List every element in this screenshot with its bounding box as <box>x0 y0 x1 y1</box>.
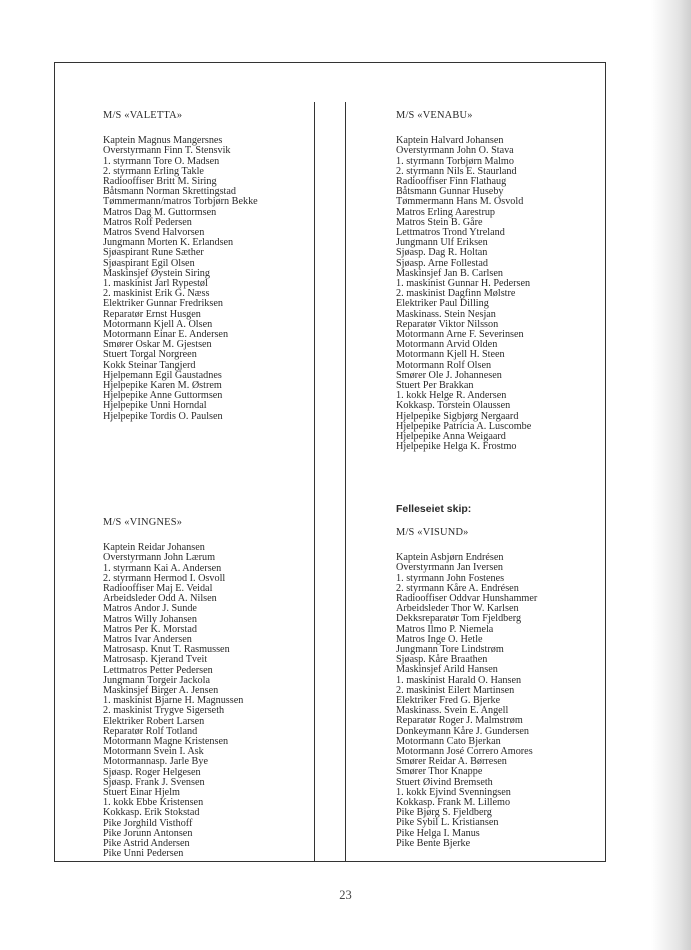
ship-section-valetta <box>103 111 258 422</box>
ship-title: M/S «VALETTA» <box>103 110 183 121</box>
crew-member: Smører Thor Knappe <box>396 766 483 778</box>
crew-list <box>396 136 531 452</box>
crew-member: Pike Helga I. Manus <box>396 827 480 839</box>
crew-member: Matrosasp. Kjerand Tveit <box>103 654 208 666</box>
crew-member: Reparatør Ernst Husgen <box>103 308 201 320</box>
crew-member: Maskinsjef Birger A. Jensen <box>103 685 219 697</box>
crew-member: 2. styrmann Erling Takle <box>103 165 204 177</box>
crew-member: 1. maskinist Harald O. Hansen <box>396 674 522 686</box>
crew-member: Jungmann Morten K. Erlandsen <box>103 237 234 249</box>
crew-member: 2. maskinist Erik G. Næss <box>103 288 210 300</box>
crew-member: Motormann Kjell A. Olsen <box>103 318 213 330</box>
crew-member: Pike Unni Pedersen <box>103 848 184 860</box>
crew-member: Smører Ole J. Johannesen <box>396 369 502 381</box>
crew-member: Matros Andor J. Sunde <box>103 603 197 615</box>
crew-member: 2. styrmann Hermod I. Osvoll <box>103 572 226 584</box>
crew-member: Motormann Kjell H. Steen <box>396 349 505 361</box>
crew-member: Reparatør Roger J. Malmstrøm <box>396 715 523 727</box>
crew-member: Pike Sybil L. Kristiansen <box>396 817 499 829</box>
crew-member: Stuert Per Brakkan <box>396 380 474 392</box>
crew-member: Overstyrmann Jan Iversen <box>396 562 503 574</box>
crew-member: Reparatør Viktor Nilsson <box>396 318 499 330</box>
crew-member: Smører Oskar M. Gjestsen <box>103 339 212 351</box>
crew-member: Sjøasp. Arne Follestad <box>396 257 488 269</box>
crew-member: Hjelpepike Sigbjørg Nergaard <box>396 410 519 422</box>
crew-member: Pike Astrid Andersen <box>103 838 190 850</box>
crew-member: 2. maskinist Eilert Martinsen <box>396 684 515 696</box>
crew-member: Matros Per K. Morstad <box>103 623 197 635</box>
crew-member: Motormann Rolf Olsen <box>396 359 492 371</box>
crew-member: Hjelpepike Helga K. Frostmo <box>396 441 517 453</box>
crew-member: Stuert Torgal Norgreen <box>103 349 197 361</box>
crew-member: Elektriker Gunnar Fredriksen <box>103 298 223 310</box>
crew-member: Elektriker Fred G. Bjerke <box>396 695 501 707</box>
crew-member: 1. maskinist Gunnar H. Pedersen <box>396 278 531 290</box>
crew-member: Motormann Magne Kristensen <box>103 736 229 748</box>
crew-member: Kokkasp. Frank M. Lillemo <box>396 797 511 809</box>
crew-member: Maskinsjef Jan B. Carlsen <box>396 267 503 279</box>
crew-member: Tømmermann/matros Torbjørn Bekke <box>103 196 258 208</box>
crew-member: Matros Stein B. Gåre <box>396 216 483 228</box>
crew-list <box>103 543 243 859</box>
crew-member: Hjelpepike Unni Horndal <box>103 400 207 412</box>
crew-member: Arbeidsleder Odd A. Nilsen <box>103 593 217 605</box>
crew-member: Radiooffiser Oddvar Hunshammer <box>396 593 538 605</box>
crew-member: Hjelpepike Karen M. Østrem <box>103 380 222 392</box>
page-number: 23 <box>339 888 352 902</box>
crew-member: Kaptein Reidar Johansen <box>103 542 205 554</box>
crew-member: Sjøasp. Kåre Braathen <box>396 654 488 666</box>
ship-section-venabu <box>396 111 531 453</box>
page-edge-shadow <box>651 0 691 950</box>
crew-member: Matros Svend Halvorsen <box>103 227 205 239</box>
crew-list <box>103 136 258 422</box>
crew-member: Pike Bente Bjerke <box>396 837 471 849</box>
crew-member: Dekksreparatør Tom Fjeldberg <box>396 613 522 625</box>
crew-member: Matros Ilmo P. Niemela <box>396 623 494 635</box>
crew-member: Lettmatros Trond Ytreland <box>396 227 505 239</box>
crew-member: Motormannasp. Jarle Bye <box>103 756 208 768</box>
crew-member: Matros Rolf Pedersen <box>103 216 192 228</box>
crew-member: Donkeymann Kåre J. Gundersen <box>396 725 529 737</box>
crew-member: Matros Ivar Andersen <box>103 634 192 646</box>
column-divider-right <box>345 102 346 862</box>
ship-title: M/S «VISUND» <box>396 527 469 538</box>
ship-section-vingnes <box>103 518 243 860</box>
crew-member: Overstyrmann John O. Stava <box>396 145 514 157</box>
crew-member: Pike Bjørg S. Fjeldberg <box>396 807 492 819</box>
crew-member: Matros Inge O. Hetle <box>396 633 483 645</box>
ship-title: M/S «VINGNES» <box>103 517 183 528</box>
crew-member: Lettmatros Petter Pedersen <box>103 664 213 676</box>
crew-list <box>396 553 537 849</box>
crew-member: Motormann Arvid Olden <box>396 339 498 351</box>
crew-member: 1. maskinist Bjarne H. Magnussen <box>103 695 244 707</box>
crew-member: Hjelpemann Egil Gaustadnes <box>103 369 222 381</box>
crew-member: Overstyrmann John Lærum <box>103 552 216 564</box>
crew-member: Reparatør Rolf Totland <box>103 725 198 737</box>
crew-member: Radiooffiser Britt M. Siring <box>103 176 217 188</box>
crew-member: 1. styrmann John Fostenes <box>396 572 505 584</box>
crew-member: Båtsmann Gunnar Huseby <box>396 186 504 198</box>
crew-member: Elektriker Robert Larsen <box>103 715 205 727</box>
ship-title: M/S «VENABU» <box>396 110 473 121</box>
crew-member: Kaptein Halvard Johansen <box>396 135 504 147</box>
crew-member: Elektriker Paul Dilling <box>396 298 489 310</box>
crew-member: Båtsmann Norman Skrettingstad <box>103 186 236 198</box>
crew-member: Pike Jorunn Antonsen <box>103 827 193 839</box>
crew-member: Pike Jorghild Visthoff <box>103 817 193 829</box>
crew-member: 1. styrmann Tore O. Madsen <box>103 155 220 167</box>
crew-member: Matrosasp. Knut T. Rasmussen <box>103 644 230 656</box>
crew-member: Jungmann Tore Lindstrøm <box>396 644 504 656</box>
crew-member: 1. kokk Helge R. Andersen <box>396 390 507 402</box>
ship-section-visund <box>396 528 537 849</box>
crew-member: Jungmann Ulf Eriksen <box>396 237 488 249</box>
crew-member: Stuert Øivind Bremseth <box>396 776 493 788</box>
crew-member: Kaptein Asbjørn Endrésen <box>396 552 504 564</box>
crew-member: Overstyrmann Finn T. Stensvik <box>103 145 231 157</box>
column-divider-left <box>314 102 315 862</box>
crew-member: Sjøasp. Roger Helgesen <box>103 766 201 778</box>
crew-member: Hjelpepike Tordis O. Paulsen <box>103 410 223 422</box>
crew-member: Hjelpepike Anna Weigaard <box>396 431 506 443</box>
crew-member: Maskinass. Svein E. Angell <box>396 705 509 717</box>
crew-member: 1. styrmann Kai A. Andersen <box>103 562 222 574</box>
crew-member: 1. styrmann Torbjørn Malmo <box>396 155 514 167</box>
crew-member: Jungmann Torgeir Jackola <box>103 674 210 686</box>
crew-member: Matros Erling Aarestrup <box>396 206 496 218</box>
crew-member: Kokk Steinar Tangjerd <box>103 359 196 371</box>
crew-member: Hjelpepike Patricia A. Luscombe <box>396 420 532 432</box>
crew-member: Sjøaspirant Egil Olsen <box>103 257 195 269</box>
shared-ships-heading: Felleseiet skip: <box>396 503 472 515</box>
crew-member: Kokkasp. Torstein Olaussen <box>396 400 511 412</box>
crew-member: Smører Reidar A. Børresen <box>396 756 507 768</box>
crew-member: Matros Willy Johansen <box>103 613 197 625</box>
crew-member: Radiooffiser Finn Flathaug <box>396 176 507 188</box>
crew-member: Maskinass. Stein Nesjan <box>396 308 496 320</box>
crew-member: Maskinsjef Arild Hansen <box>396 664 498 676</box>
crew-member: Motormann Svein I. Ask <box>103 746 204 758</box>
crew-member: Kokkasp. Erik Stokstad <box>103 807 200 819</box>
crew-member: Sjøaspirant Rune Sæther <box>103 247 204 259</box>
crew-member: 1. kokk Ejvind Svenningsen <box>396 786 511 798</box>
crew-member: Sjøasp. Frank J. Svensen <box>103 776 205 788</box>
crew-member: Motormann Einar E. Andersen <box>103 329 229 341</box>
crew-member: Tømmermann Hans M. Osvold <box>396 196 524 208</box>
crew-member: Hjelpepike Anne Guttormsen <box>103 390 223 402</box>
crew-member: Motormann José Correro Amores <box>396 746 533 758</box>
crew-member: 1. maskinist Jarl Rypestøl <box>103 278 208 290</box>
crew-member: Motormann Cato Bjerkan <box>396 735 501 747</box>
crew-member: Matros Dag M. Guttormsen <box>103 206 217 218</box>
crew-member: 2. maskinist Dagfinn Mølstre <box>396 288 516 300</box>
crew-member: Arbeidsleder Thor W. Karlsen <box>396 603 519 615</box>
crew-member: Kaptein Magnus Mangersnes <box>103 135 223 147</box>
crew-member: 2. styrmann Nils E. Staurland <box>396 165 517 177</box>
crew-member: 2. maskinist Trygve Sigerseth <box>103 705 225 717</box>
crew-member: Maskinsjef Øystein Siring <box>103 267 210 279</box>
crew-member: Motormann Arne F. Severinsen <box>396 329 524 341</box>
crew-member: 1. kokk Ebbe Kristensen <box>103 797 204 809</box>
crew-member: Sjøasp. Dag R. Holtan <box>396 247 488 259</box>
crew-member: Stuert Einar Hjelm <box>103 787 180 799</box>
crew-member: Radiooffiser Maj E. Veidal <box>103 583 213 595</box>
crew-member: 2. styrmann Kåre A. Endrésen <box>396 582 519 594</box>
